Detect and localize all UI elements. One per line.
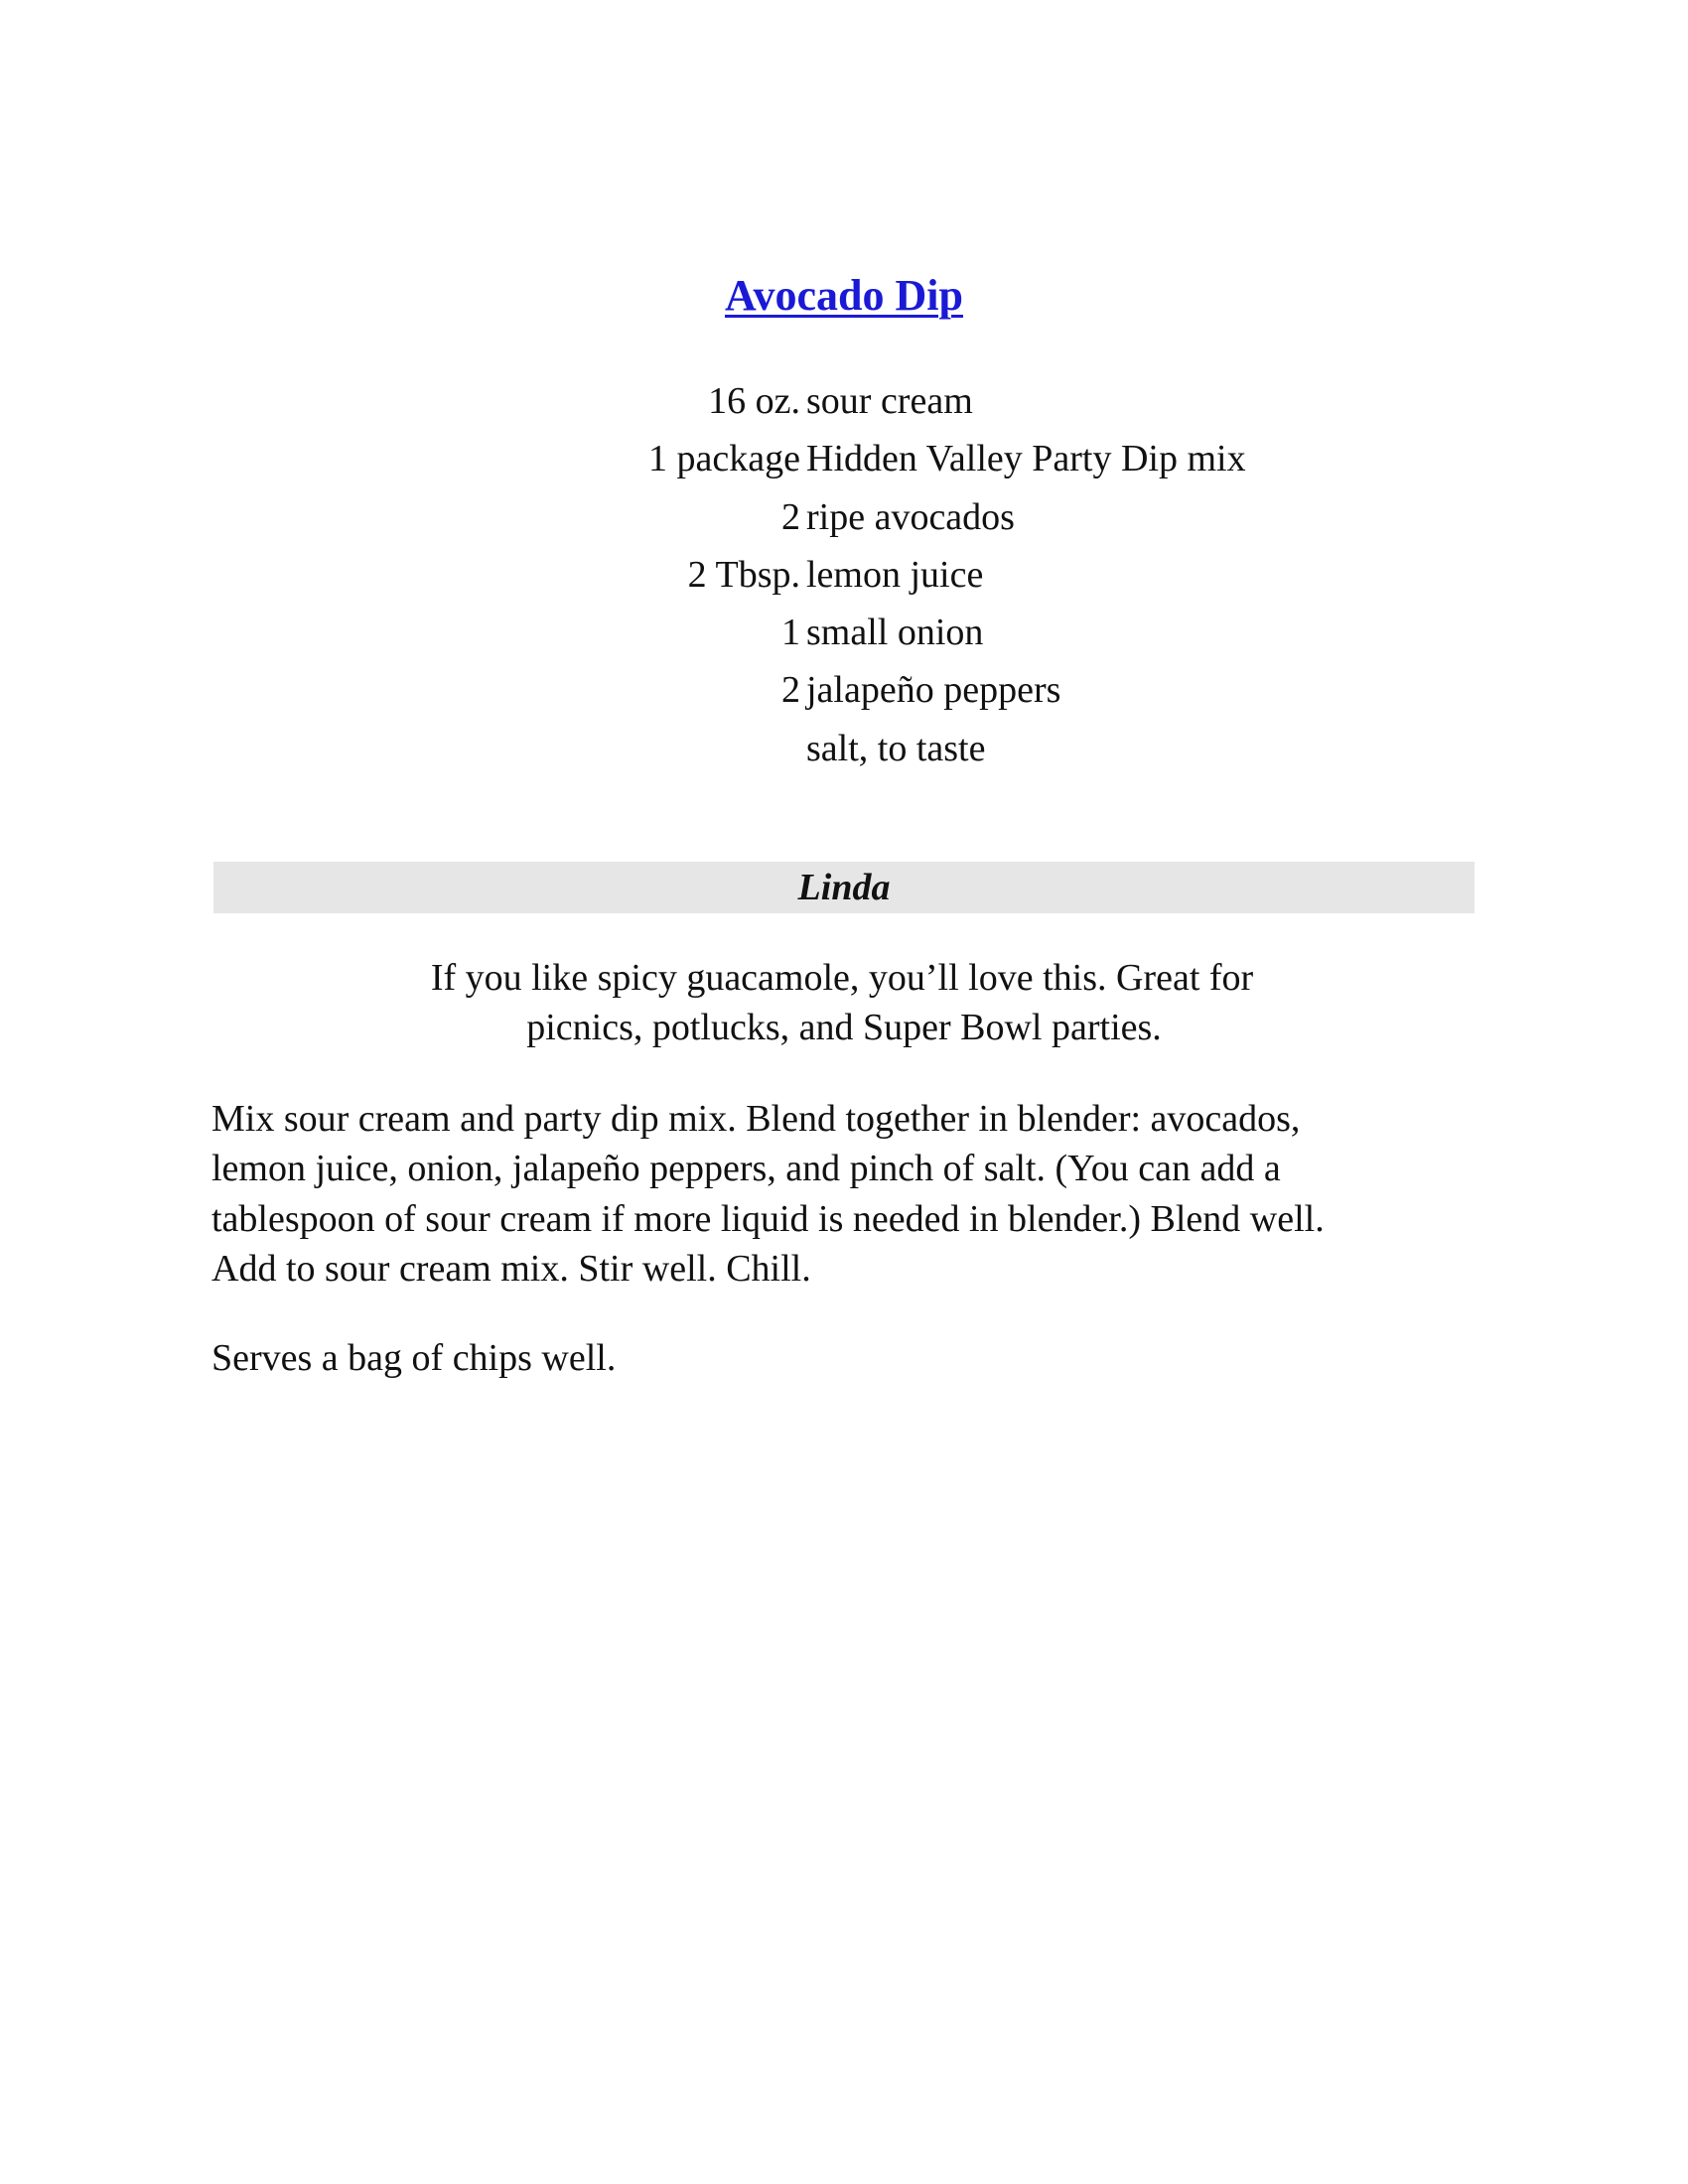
ingredient-quantity: 1: [781, 612, 800, 654]
ingredient-name: ripe avocados: [806, 495, 1015, 538]
ingredient-quantity: 1 package: [648, 438, 800, 480]
ingredient-quantity: 2: [781, 669, 800, 712]
ingredient-name: lemon juice: [806, 553, 984, 596]
ingredient-quantity: 2 Tbsp.: [687, 553, 800, 596]
directions-line: tablespoon of sour cream if more liquid is needed in blender.) Blend well.: [211, 1197, 1325, 1240]
ingredient-name: salt, to taste: [806, 727, 986, 769]
ingredient-name: sour cream: [806, 380, 973, 422]
directions-line: lemon juice, onion, jalapeño peppers, and pinch of salt. (You can add a: [211, 1148, 1281, 1190]
ingredient-name: jalapeño peppers: [806, 669, 1061, 712]
ingredient-row: [0, 430, 1688, 487]
recipe-directions: [211, 1094, 1492, 1294]
intro-line: picnics, potlucks, and Super Bowl parties.: [526, 1007, 1162, 1048]
ingredient-quantity: 2: [781, 495, 800, 538]
ingredient-name: small onion: [806, 612, 984, 654]
intro-line: If you like spicy guacamole, you’ll love this. Great for: [430, 957, 1254, 999]
ingredient-row: [0, 720, 1688, 777]
serving-note: Serves a bag of chips well.: [211, 1337, 617, 1379]
ingredient-row: [0, 546, 1688, 604]
author-banner: [213, 862, 1475, 913]
ingredient-quantity: 16 oz.: [708, 380, 800, 422]
ingredient-row: [0, 604, 1688, 661]
ingredient-row: [0, 488, 1688, 546]
author-name: Linda: [797, 867, 891, 908]
directions-line: Add to sour cream mix. Stir well. Chill.: [211, 1247, 811, 1290]
ingredient-list: [0, 372, 1688, 777]
recipe-title: [0, 266, 1688, 326]
recipe-intro: [0, 953, 1688, 1052]
ingredient-row: [0, 372, 1688, 430]
directions-line: Mix sour cream and party dip mix. Blend together in blender: avocados,: [211, 1098, 1301, 1140]
recipe-title-link[interactable]: Avocado Dip: [725, 271, 963, 320]
ingredient-row: [0, 661, 1688, 719]
ingredient-name: Hidden Valley Party Dip mix: [806, 438, 1246, 480]
